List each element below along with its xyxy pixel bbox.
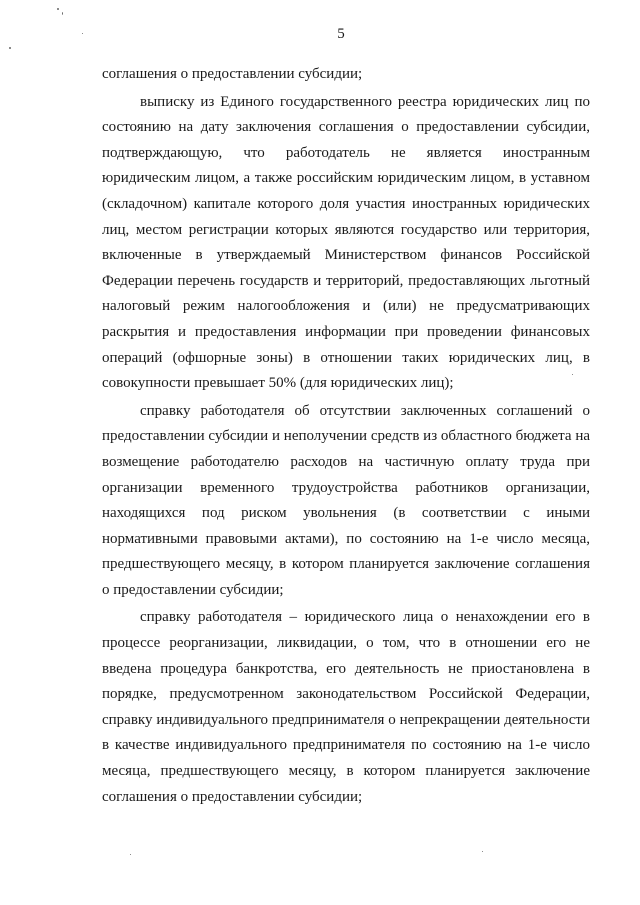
paragraph-4: справку работодателя – юридического лица о ненахождении его в процессе реорганизации, ликвидации, о том, что в отношении его не введена процедура банкротства, его деятельность не приостановлена в порядке, предусмотренном законодательством Российской Федерации, справку индивидуального предпринимателя о непрекращении деятельности в качестве индивидуального предпринимателя по состоянию на 1-е число месяца, предшествующего месяцу, в котором планируется заключение соглашения о предоставлении субсидии; [102,609,590,805]
paragraph-1: соглашения о предоставлении субсидии; [102,66,363,82]
scan-speck [482,851,483,852]
paragraph-3: справку работодателя об отсутствии заключенных соглашений о предоставлении субсидии и неполучении средств из областного бюджета на возмещение работодателю расходов на частичную оплату труда при организации временного трудоустройства работников организации, находящихся под риском увольнения (в соответствии с иными нормативными правовыми актами), по состоянию на 1-е число месяца, предшествующего месяцу, в котором планируется заключение соглашения о предоставлении субсидии; [102,402,590,598]
document-body [102,62,590,812]
scan-speck [82,33,83,34]
scan-speck [62,12,63,15]
scan-speck [9,47,11,49]
scan-speck [130,854,131,855]
paragraph-2: выписку из Единого государственного реестра юридических лиц по состоянию на дату заключения соглашения о предоставлении субсидии, подтверждающую, что работодатель не является иностранным юридическим лицом, а также российским юридическим лицом, в уставном (складочном) капитале которого доля участия иностранных юридических лиц, местом регистрации которых являются государство или территория, включенные в утверждаемый Министерством финансов Российской Федерации перечень государств и территорий, предоставляющих льготный налоговый режим налогообложения и (или) не предусматривающих раскрытия и предоставления информации при проведении финансовых операций (офшорные зоны) в отношении таких юридических лиц, в совокупности превышает 50% (для юридических лиц); [102,93,590,392]
page-number: 5 [337,26,345,42]
scan-speck [57,8,59,10]
